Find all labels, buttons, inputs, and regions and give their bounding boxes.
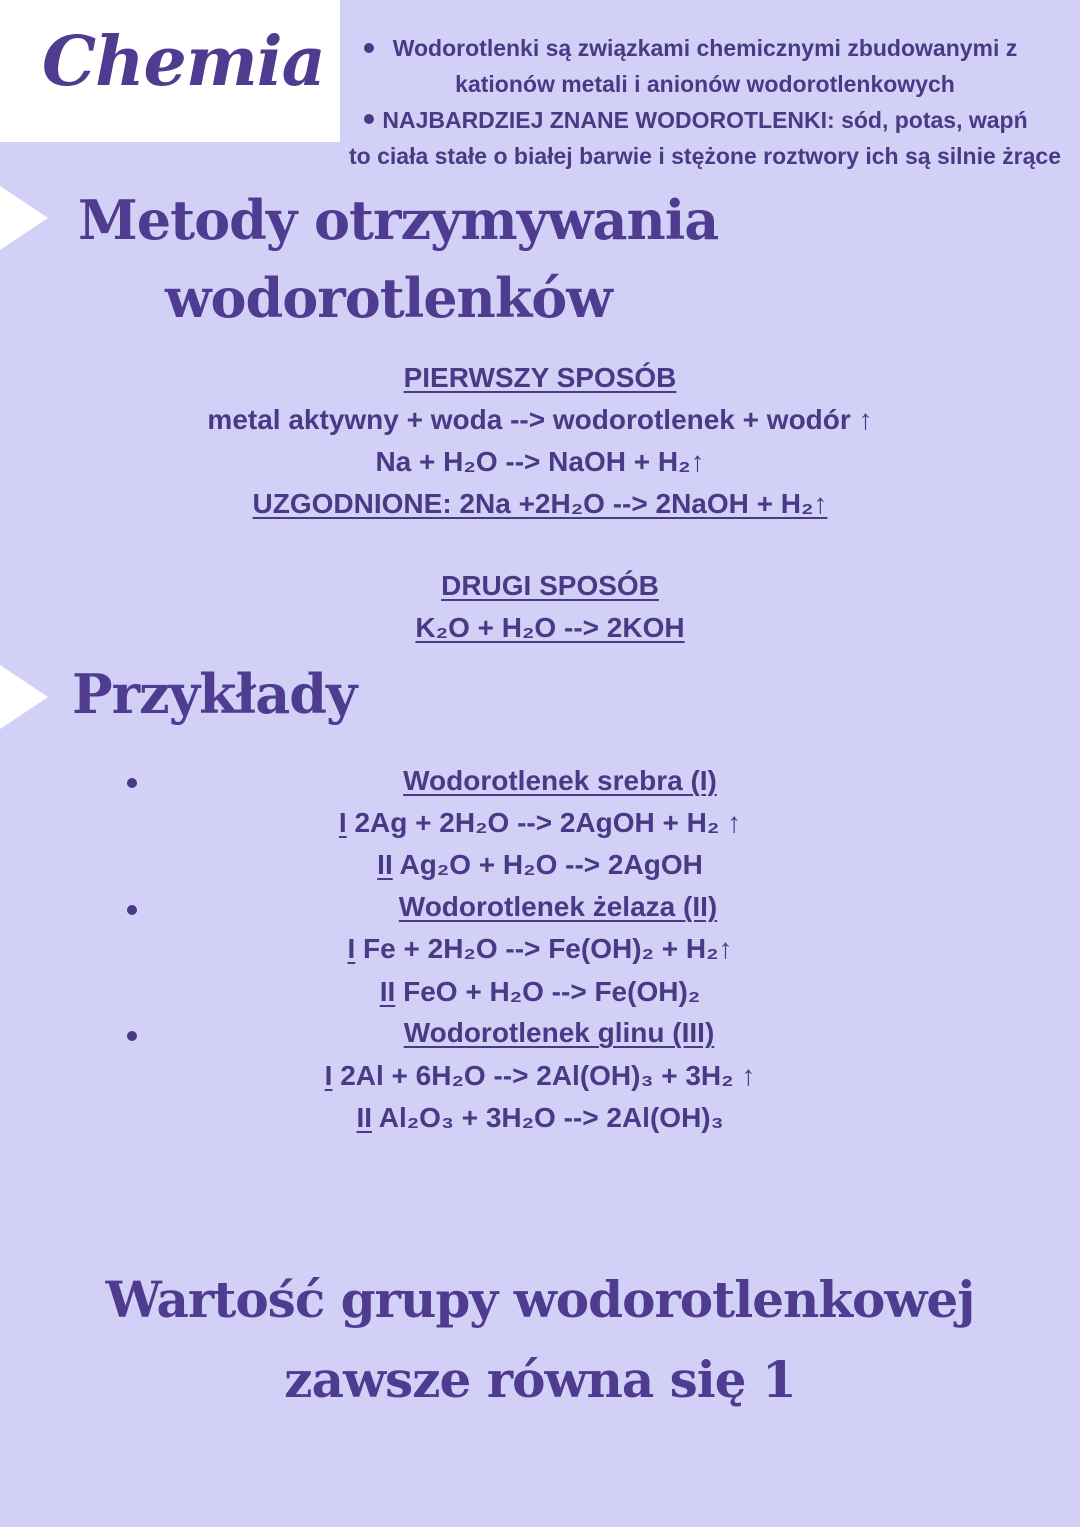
intro-line-2: kationów metali i anionów wodorotlenkowych	[455, 71, 955, 97]
examples-heading: Przykłady	[72, 662, 357, 726]
section-arrow-examples	[0, 665, 48, 729]
example-2-name: Wodorotlenek żelaza (II)	[398, 891, 718, 922]
example-3-name: Wodorotlenek glinu (III)	[403, 1017, 715, 1048]
second-method-example: K₂O + H₂O --> 2KOH	[415, 612, 685, 643]
second-method-title: DRUGI SPOSÓB	[441, 570, 659, 601]
first-method-general: metal aktywny + woda --> wodorotlenek + wodór ↑	[207, 404, 873, 435]
intro-line-4: to ciała stałe o białej barwie i stężone roztwory ich są silnie żrące	[349, 143, 1061, 169]
example-1-method-2: II Ag₂O + H₂O --> 2AgOH	[377, 849, 703, 880]
footer-line-2: zawsze równa się 1	[284, 1350, 796, 1409]
example-2-method-1: I Fe + 2H₂O --> Fe(OH)₂ + H₂↑	[347, 933, 733, 964]
intro-line-3: NAJBARDZIEJ ZNANE WODOROTLENKI: sód, potas, wapń	[382, 107, 1028, 133]
first-method-example: Na + H₂O --> NaOH + H₂↑	[375, 446, 705, 477]
example-2-method-2: II FeO + H₂O --> Fe(OH)₂	[379, 976, 701, 1007]
intro-text	[345, 30, 1065, 174]
example-3-method-1: I 2Al + 6H₂O --> 2Al(OH)₃ + 3H₂ ↑	[324, 1060, 756, 1091]
page-title: Chemia	[42, 22, 325, 102]
first-method-title: PIERWSZY SPOSÓB	[403, 362, 677, 393]
example-1-method-1: I 2Ag + 2H₂O --> 2AgOH + H₂ ↑	[338, 807, 742, 838]
section-arrow-methods	[0, 186, 48, 250]
footer-line-1: Wartość grupy wodorotlenkowej	[105, 1270, 975, 1329]
methods-heading-line-1: Metody otrzymywania	[78, 188, 719, 252]
methods-heading-line-2: wodorotlenków	[165, 266, 612, 330]
example-1-name: Wodorotlenek srebra (I)	[403, 765, 717, 796]
first-method-balanced: UZGODNIONE: 2Na +2H₂O --> 2NaOH + H₂↑	[252, 488, 828, 519]
example-3-method-2: II Al₂O₃ + 3H₂O --> 2Al(OH)₃	[356, 1102, 724, 1133]
intro-line-1: Wodorotlenki są związkami chemicznymi zbudowanymi z	[392, 35, 1018, 61]
